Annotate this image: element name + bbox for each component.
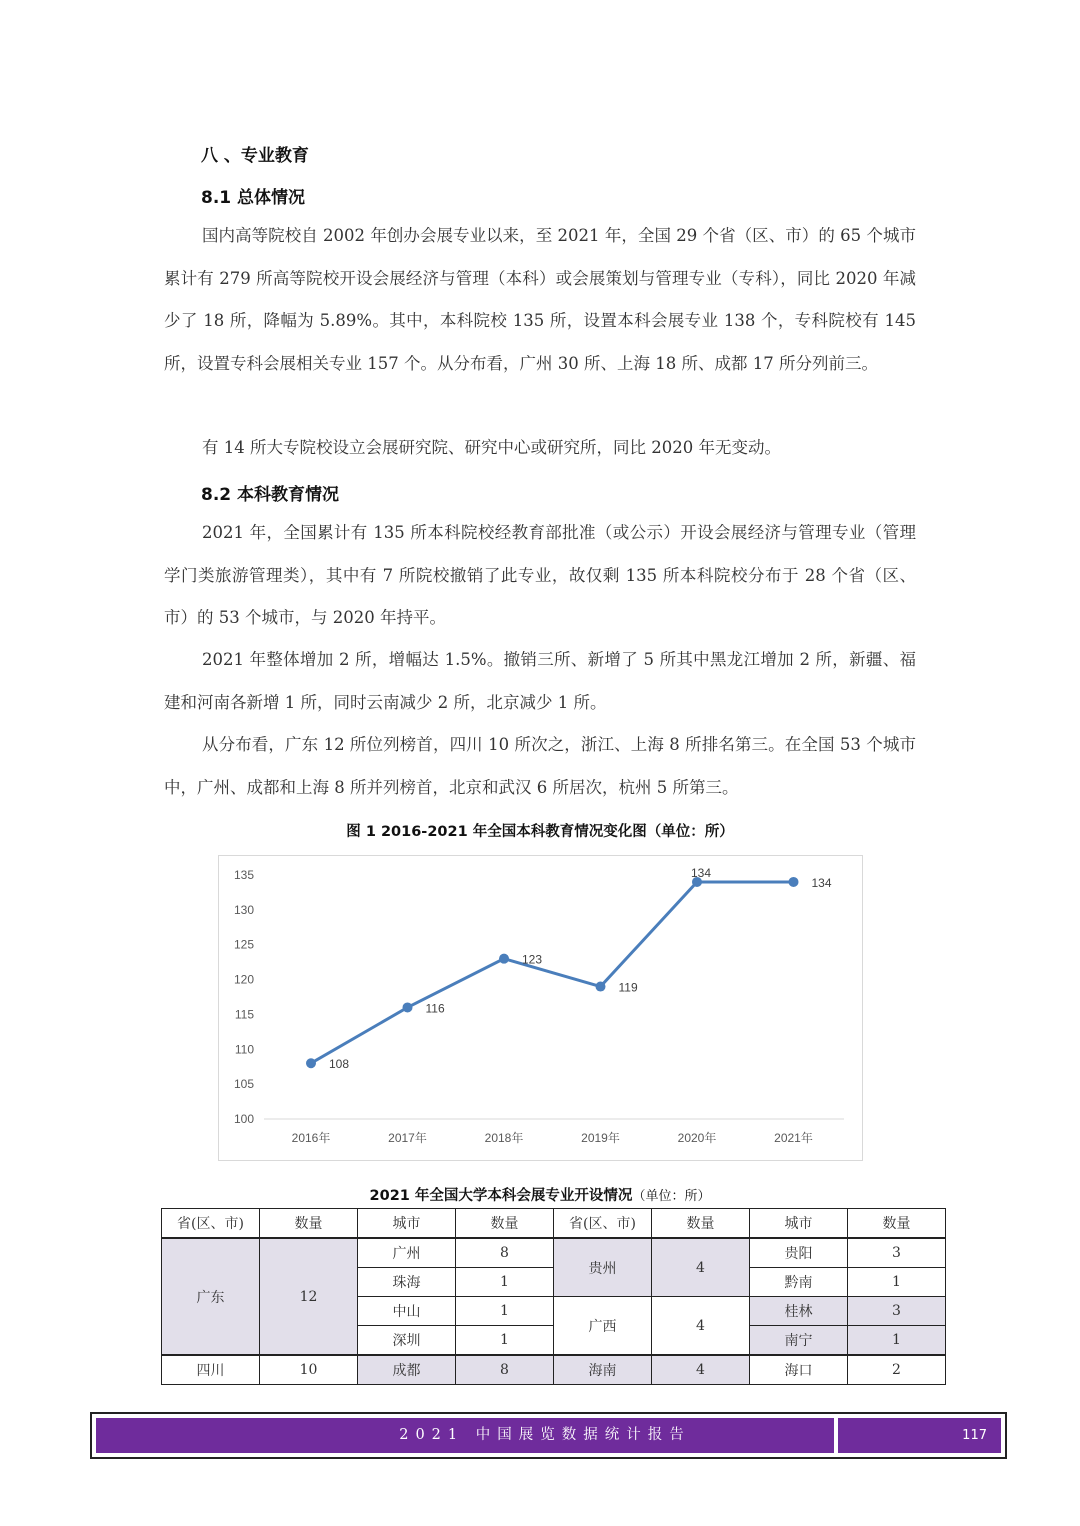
- table-cell: 成都: [358, 1355, 456, 1385]
- table-cell: 海南: [554, 1355, 652, 1385]
- table-cell: 4: [652, 1355, 750, 1385]
- y-tick-label: 105: [233, 1077, 254, 1092]
- paragraph: [164, 215, 916, 385]
- table-cell: 珠海: [358, 1268, 456, 1297]
- table-cell: 黔南: [750, 1268, 848, 1297]
- table-caption: [0, 1184, 1080, 1205]
- table-cell: 中山: [358, 1297, 456, 1326]
- y-tick-label: 100: [233, 1112, 254, 1126]
- table-cell: 12: [260, 1238, 358, 1355]
- table-cell: 1: [456, 1297, 554, 1326]
- data-label: 116: [425, 1001, 445, 1016]
- y-tick-label: 110: [234, 1042, 254, 1057]
- header-cell: 数量: [260, 1209, 358, 1239]
- table-cell: 4: [652, 1238, 750, 1297]
- header-cell: 数量: [652, 1209, 750, 1239]
- x-tick-label: 2021年: [774, 1131, 813, 1145]
- data-label: 123: [522, 952, 543, 967]
- paragraph: [164, 724, 916, 809]
- header-cell: 数量: [848, 1209, 946, 1239]
- page-number: 117: [962, 1428, 987, 1443]
- table-cell: 3: [848, 1238, 946, 1268]
- table-cell: 4: [652, 1297, 750, 1356]
- table-cell: 10: [260, 1355, 358, 1385]
- y-tick-label: 120: [233, 972, 254, 987]
- table-cell: 1: [456, 1326, 554, 1356]
- paragraph-text: 有 14 所大专院校设立会展研究院、研究中心或研究所，同比 2020 年无变动。: [202, 438, 781, 457]
- data-label: 134: [811, 875, 832, 890]
- y-tick-label: 125: [233, 937, 254, 952]
- data-label: 119: [618, 980, 638, 995]
- table-cell: 1: [456, 1268, 554, 1297]
- x-tick-label: 2018年: [484, 1131, 524, 1145]
- paragraph: [164, 639, 916, 724]
- table-row: [162, 1238, 946, 1268]
- data-point: [403, 1002, 413, 1012]
- footer-bar: [96, 1418, 1001, 1453]
- x-tick-label: 2017年: [388, 1131, 427, 1145]
- paragraph: [164, 427, 916, 470]
- data-point: [306, 1058, 316, 1068]
- table-cell: 广州: [358, 1238, 456, 1268]
- paragraph-text: 2021 年，全国累计有 135 所本科院校经教育部批准（或公示）开设会展经济与管理专业（管理学门类旅游管理类），其中有 7 所院校撤销了此专业，故仅剩 135 所本科院校分布于 28 个省（区、市）的 53 个城市，与 2020 年持平。: [164, 523, 916, 627]
- header-cell: 城市: [750, 1209, 848, 1239]
- header-cell: 数量: [456, 1209, 554, 1239]
- table-cell: 8: [456, 1238, 554, 1268]
- table-cell: 1: [848, 1326, 946, 1356]
- figure-caption: 图 1 2016-2021 年全国本科教育情况变化图（单位：所）: [346, 824, 734, 840]
- paragraph-text: 国内高等院校自 2002 年创办会展专业以来，至 2021 年，全国 29 个省（区、市）的 65 个城市累计有 279 所高等院校开设会展经济与管理（本科）或会展策划与管理专业（专科），同比 2020 年减少了 18 所，降幅为 5.89%。其中，本科院校 135 所，设置本科会展专业 138 个，专科院校有 145 所，设置专科会展相关专业 157 个。从分布看，广州 30 所、上海 18 所、成都 17 所分列前三。: [164, 226, 916, 373]
- header-cell: 省(区、市): [162, 1209, 260, 1239]
- table-cell: 广东: [162, 1238, 260, 1355]
- header-cell: 省(区、市): [554, 1209, 652, 1239]
- table-cell: 南宁: [750, 1326, 848, 1356]
- table-cell: 深圳: [358, 1326, 456, 1356]
- table-cell: 3: [848, 1297, 946, 1326]
- table-title: 2021 年全国大学本科会展专业开设情况: [369, 1188, 633, 1204]
- table-unit: （单位：所）: [632, 1189, 711, 1204]
- y-tick-label: 135: [233, 868, 254, 882]
- page-footer: [90, 1412, 1007, 1459]
- table-cell: 四川: [162, 1355, 260, 1385]
- data-label: 134: [690, 865, 712, 880]
- table-cell: 广西: [554, 1297, 652, 1356]
- x-tick-label: 2020年: [677, 1131, 717, 1145]
- y-tick-label: 130: [233, 902, 254, 917]
- table-cell: 贵阳: [750, 1238, 848, 1268]
- table-cell: 桂林: [750, 1297, 848, 1326]
- table-cell: 2: [848, 1355, 946, 1385]
- data-point: [596, 982, 606, 992]
- x-tick-label: 2019年: [581, 1131, 620, 1145]
- series-line: [311, 882, 794, 1063]
- paragraph-text: 从分布看，广东 12 所位列榜首，四川 10 所次之，浙江、上海 8 所排名第三。在全国 53 个城市中，广州、成都和上海 8 所并列榜首，北京和武汉 6 所居次，杭州 5 所第三。: [164, 735, 916, 797]
- section-heading: 八 、专业教育: [201, 146, 309, 166]
- data-point: [499, 954, 509, 964]
- subsection-heading-8-1: 8.1 总体情况: [201, 188, 306, 208]
- x-tick-label: 2016年: [291, 1131, 331, 1145]
- y-tick-label: 115: [234, 1007, 254, 1022]
- data-table: [161, 1208, 946, 1385]
- paragraph-text: 2021 年整体增加 2 所，增幅达 1.5%。撤销三所、新增了 5 所其中黑龙江增加 2 所，新疆、福建和河南各新增 1 所，同时云南减少 2 所，北京减少 1 所。: [164, 650, 916, 712]
- table-cell: 海口: [750, 1355, 848, 1385]
- table-row: [162, 1355, 946, 1385]
- subsection-heading-8-2: 8.2 本科教育情况: [201, 485, 340, 505]
- paragraph: [164, 512, 916, 640]
- table-cell: 1: [848, 1268, 946, 1297]
- data-label: 108: [329, 1057, 350, 1072]
- footer-title: 2021 中国展览数据统计报告: [399, 1427, 691, 1443]
- table-cell: 8: [456, 1355, 554, 1385]
- line-chart: [218, 855, 863, 1161]
- header-cell: 城市: [358, 1209, 456, 1239]
- table-cell: 贵州: [554, 1238, 652, 1297]
- data-point: [789, 877, 799, 887]
- table-header-row: [162, 1209, 946, 1239]
